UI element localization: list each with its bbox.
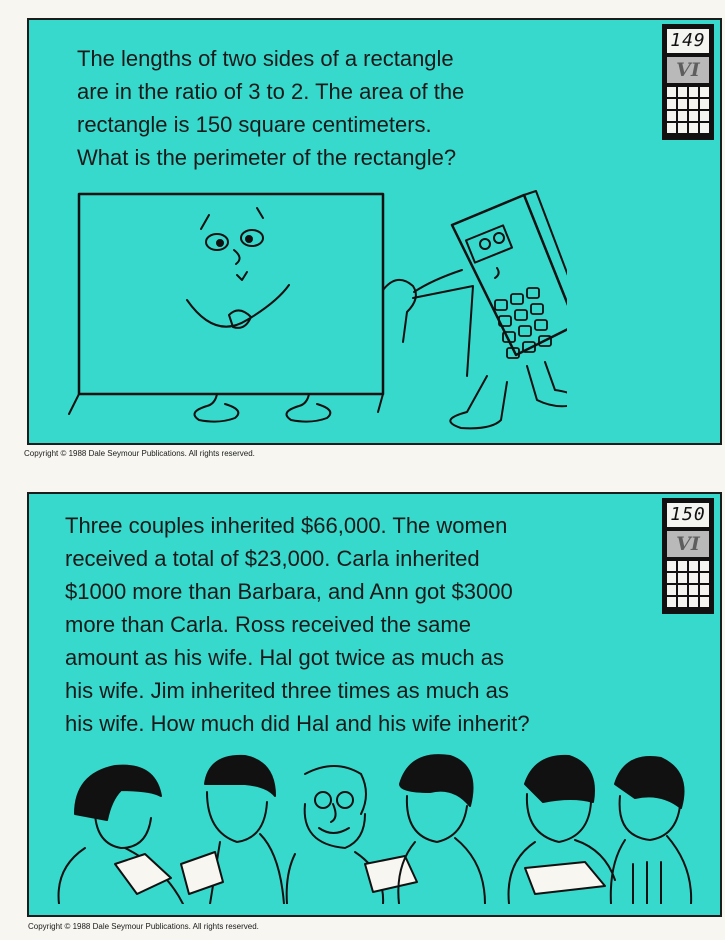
copyright-notice: Copyright © 1988 Dale Seymour Publications. All rights reserved. bbox=[24, 449, 255, 458]
calculator-keypad-icon bbox=[667, 561, 709, 607]
couple-3-illustration bbox=[509, 756, 692, 904]
rectangle-and-calculator-illustration bbox=[67, 180, 567, 440]
three-couples-illustration bbox=[55, 744, 695, 904]
level-label: VI bbox=[667, 57, 709, 83]
couple-2-illustration bbox=[287, 755, 485, 904]
problem-card-150 bbox=[27, 492, 722, 917]
calculator-character bbox=[414, 191, 567, 428]
card-number: 149 bbox=[667, 29, 709, 53]
copyright-notice: Copyright © 1988 Dale Seymour Publications. All rights reserved. bbox=[28, 922, 259, 931]
couple-1-illustration bbox=[59, 756, 284, 904]
rectangle-character bbox=[69, 194, 383, 422]
calculator-badge bbox=[662, 498, 714, 614]
calculator-keypad-icon bbox=[667, 87, 709, 133]
level-label: VI bbox=[667, 531, 709, 557]
card-number: 150 bbox=[667, 503, 709, 527]
calculator-badge bbox=[662, 24, 714, 140]
problem-card-149 bbox=[27, 18, 722, 445]
question-text: Three couples inherited $66,000. The women received a total of $23,000. Carla inherited $1000 more than Barbara, and Ann got $3000 more than Carla. Ross received the same amount as his wife. Hal got twice as much as his wife. Jim inherited three times as much as his wife. How much did Hal and his wife inherit? bbox=[65, 513, 530, 736]
question-text: The lengths of two sides of a rectangle are in the ratio of 3 to 2. The area of the rectangle is 150 square centimeters. What is the perimeter of the rectangle? bbox=[77, 46, 465, 170]
